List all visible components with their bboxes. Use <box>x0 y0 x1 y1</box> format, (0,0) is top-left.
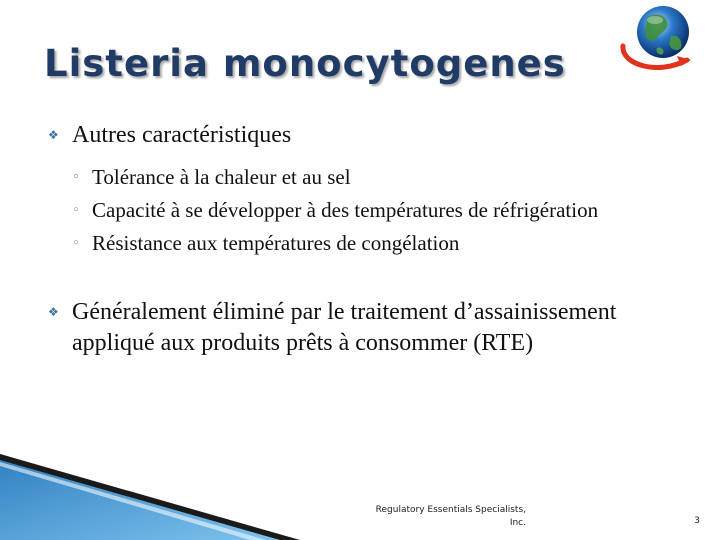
globe-icon <box>617 2 703 74</box>
page-number: 3 <box>694 516 700 526</box>
box-bullet-icon: ❖ <box>48 305 59 319</box>
sub-bullet-item <box>72 161 598 194</box>
box-bullet-icon: ❖ <box>48 128 59 142</box>
footer-company-line: Inc. <box>509 518 526 528</box>
bullet-item <box>48 297 632 359</box>
sub-bullet-item <box>72 194 598 227</box>
sub-bullet-text: Résistance aux températures de congélation <box>92 231 460 255</box>
ring-bullet-icon: ◦ <box>72 236 80 251</box>
sub-bullet-text: Capacité à se développer à des températures de réfrigération <box>92 198 599 222</box>
sub-bullet-list <box>72 161 598 260</box>
sub-bullet-item <box>72 227 598 260</box>
ring-bullet-icon: ◦ <box>72 170 80 185</box>
footer-company-line: Regulatory Essentials Specialists, <box>375 505 526 515</box>
ring-bullet-icon: ◦ <box>72 203 80 218</box>
bullet-text: Autres caractéristiques <box>72 122 292 148</box>
bullet-item <box>48 120 291 151</box>
bullet-text: Généralement éliminé par le traitement d’assainissement appliqué aux produits prêts à consommer (RTE) <box>72 299 617 356</box>
footer-company <box>300 504 526 530</box>
slide-title: Listeria monocytogenes <box>44 42 566 85</box>
sub-bullet-text: Tolérance à la chaleur et au sel <box>92 165 351 189</box>
